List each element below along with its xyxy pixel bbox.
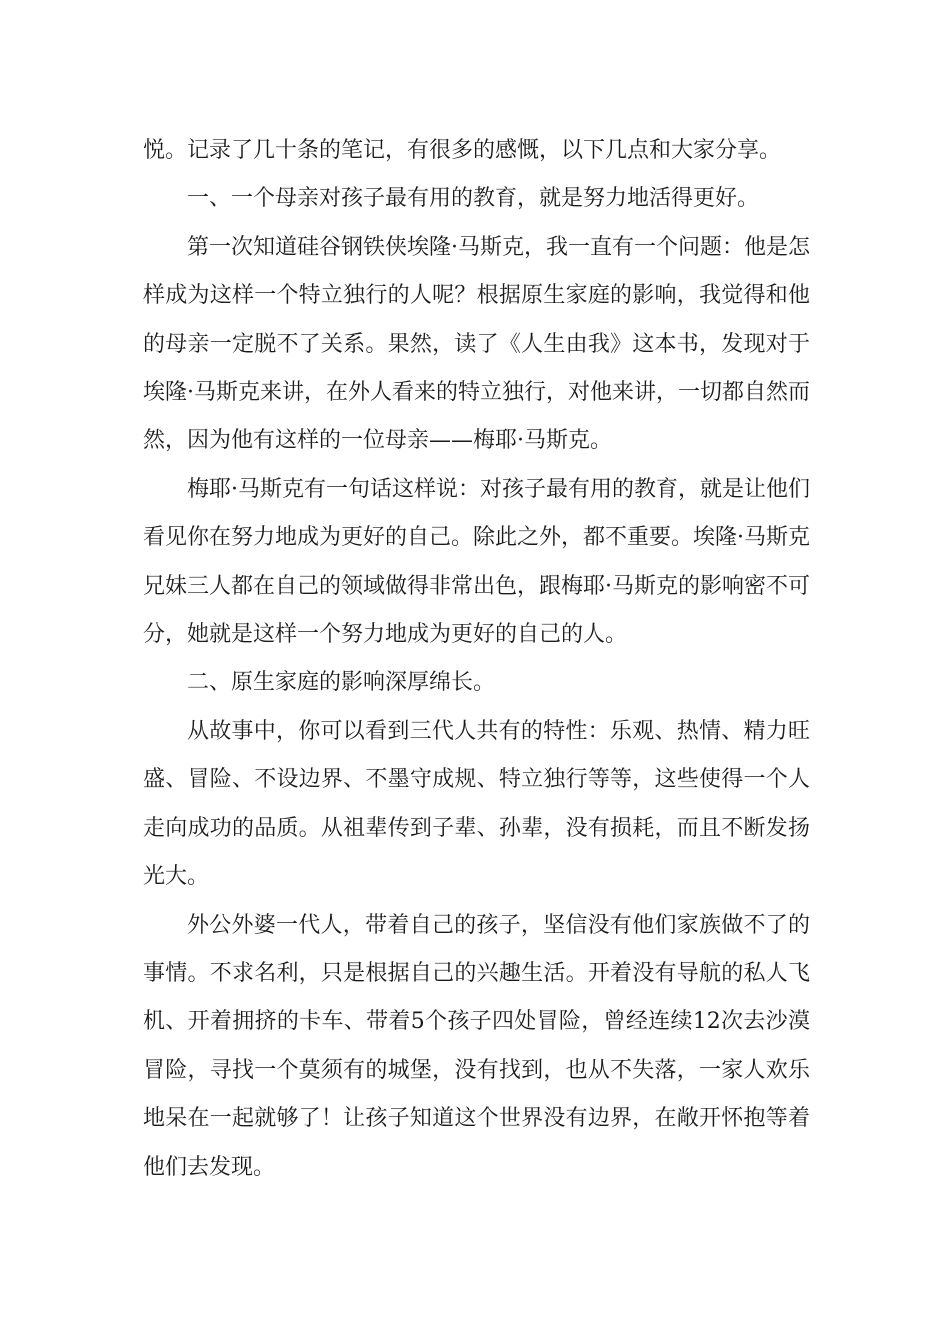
paragraph: 第一次知道硅谷钢铁侠埃隆·马斯克，我一直有一个问题：他是怎样成为这样一个特立独行的人呢？根据原生家庭的影响，我觉得和他的母亲一定脱不了关系。果然，读了《人生由我》这本书，发现对于埃隆·马斯克来讲，在外人看来的特立独行，对他来讲，一切都自然而然，因为他有这样的一位母亲——梅耶·马斯克。 xyxy=(143,234,810,454)
document-body xyxy=(143,127,810,1192)
section-heading-1: 一、一个母亲对孩子最有用的教育，就是努力地活得更好。 xyxy=(187,186,760,212)
paragraph: 从故事中，你可以看到三代人共有的特性：乐观、热情、精力旺盛、冒险、不设边界、不墨守成规、特立独行等等，这些使得一个人走向成功的品质。从祖辈传到子辈、孙辈，没有损耗，而且不断发扬光大。 xyxy=(143,718,810,890)
section-heading-2: 二、原生家庭的影响深厚绵长。 xyxy=(187,670,496,696)
paragraph-continuation: 悦。记录了几十条的笔记，有很多的感慨，以下几点和大家分享。 xyxy=(143,138,782,163)
paragraph: 梅耶·马斯克有一句话这样说：对孩子最有用的教育，就是让他们看见你在努力地成为更好的自己。除此之外，都不重要。埃隆·马斯克兄妹三人都在自己的领域做得非常出色，跟梅耶·马斯克的影响密不可分，她就是这样一个努力地成为更好的自己的人。 xyxy=(143,476,810,648)
paragraph: 外公外婆一代人，带着自己的孩子，坚信没有他们家族做不了的事情。不求名利，只是根据自己的兴趣生活。开着没有导航的私人飞机、开着拥挤的卡车、带着5个孩子四处冒险，曾经连续12次去沙漠冒险，寻找一个莫须有的城堡，没有找到，也从不失落，一家人欢乐地呆在一起就够了！让孩子知道这个世界没有边界，在敞开怀抱等着他们去发现。 xyxy=(143,912,810,1180)
